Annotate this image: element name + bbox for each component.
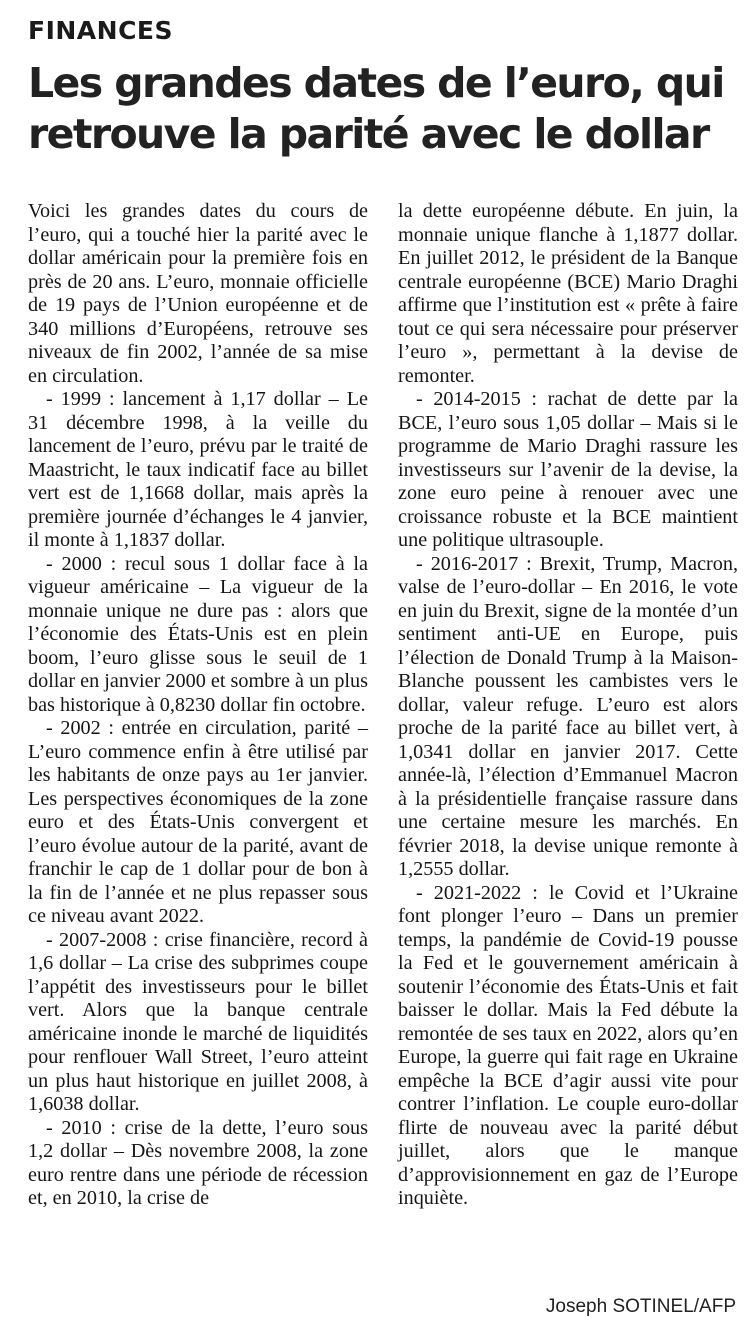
section-label: FINANCES xyxy=(28,16,174,45)
paragraph-2002: - 2002 : entrée en circulation, parité – L’euro commence enfin à être utilisé par les habitants de onze pays au 1er janvier. Les perspectives économiques de la zone euro et des États-Unis convergent et l’euro évolue autour de la parité, avant de franchir le cap de 1 dollar pour de bon à la fin de l’année et ne plus repasser sous ce niveau avant 2022. xyxy=(28,717,368,927)
right-column xyxy=(398,200,738,1211)
paragraph-2010: - 2010 : crise de la dette, l’euro sous 1,2 dollar – Dès novembre 2008, la zone euro rentre dans une période de récession et, en 2010, la crise de xyxy=(28,1116,368,1209)
paragraph-2000: - 2000 : recul sous 1 dollar face à la vigueur américaine – La vigueur de la monnaie unique ne dure pas : alors que l’économie des États-Unis est en plein boom, l’euro glisse sous le seuil de 1 dollar en janvier 2000 et sombre à un plus bas historique à 0,8230 dollar fin octobre. xyxy=(28,552,368,716)
paragraph-2021-2022: - 2021-2022 : le Covid et l’Ukraine font plonger l’euro – Dans un premier temps, la pandémie de Covid-19 pousse la Fed et le gouvernement américain à soutenir l’économie des États-Unis et fait baisser le dollar. Mais la Fed débute la remontée de ses taux en 2022, alors qu’en Europe, la guerre qui fait rage en Ukraine empêche la BCE d’agir aussi vite pour contrer l’inflation. Le couple euro-dollar flirte de nouveau avec la parité début juillet, alors que le manque d’approvisionnement en gaz de l’Europe inquiète. xyxy=(398,881,738,1209)
paragraph-1999: - 1999 : lancement à 1,17 dollar – Le 31 décembre 1998, à la veille du lancement de l’euro, prévu par le traité de Maastricht, le taux indicatif face au billet vert est de 1,1668 dollar, mais après la première journée d’échanges le 4 janvier, il monte à 1,1837 dollar. xyxy=(28,388,368,551)
paragraph-2010-continued: la dette européenne débute. En juin, la monnaie unique flanche à 1,1877 dollar. En juillet 2012, le président de la Banque centrale européenne (BCE) Mario Draghi affirme que l’institution est « prête à faire tout ce qui sera nécessaire pour préserver l’euro », permettant à la devise de remonter. xyxy=(398,200,738,387)
paragraph-2007-2008: - 2007-2008 : crise financière, record à 1,6 dollar – La crise des subprimes coupe l’appétit des investisseurs pour le billet vert. Alors que la banque centrale américaine inonde le marché de liquidités pour renflouer Wall Street, l’euro atteint un plus haut historique en juillet 2008, à 1,6038 dollar. xyxy=(28,928,368,1115)
paragraph-2016-2017: - 2016-2017 : Brexit, Trump, Macron, valse de l’euro-dollar – En 2016, le vote en juin du Brexit, signe de la montée d’un sentiment anti-UE en Europe, puis l’élection de Donald Trump à la Maison-Blanche poussent les cambistes vers le dollar, valeur refuge. L’euro est alors proche de la parité face au billet vert, à 1,0341 dollar en janvier 2017. Cette année-là, l’élection d’Emmanuel Macron à la présidentielle française rassure dans une certaine mesure les marchés. En février 2018, la devise unique remonte à 1,2555 dollar. xyxy=(398,552,738,880)
byline: Joseph SOTINEL/AFP xyxy=(545,1296,736,1317)
paragraph-2014-2015: - 2014-2015 : rachat de dette par la BCE, l’euro sous 1,05 dollar – Mais si le programme de Mario Draghi rassure les investisseurs sur l’avenir de la devise, la zone euro peine à renouer avec une croissance robuste et la BCE maintient une politique ultrasouple. xyxy=(398,388,738,551)
headline: Les grandes dates de l’euro, qui retrouve la parité avec le dollar xyxy=(28,59,724,158)
intro-paragraph: Voici les grandes dates du cours de l’euro, qui a touché hier la parité avec le dollar américain pour la première fois en près de 20 ans. L’euro, monnaie officielle de 19 pays de l’Union européenne et de 340 millions d’Européens, retrouve ses niveaux de fin 2002, l’année de sa mise en circulation. xyxy=(28,200,368,387)
left-column xyxy=(28,200,368,1211)
